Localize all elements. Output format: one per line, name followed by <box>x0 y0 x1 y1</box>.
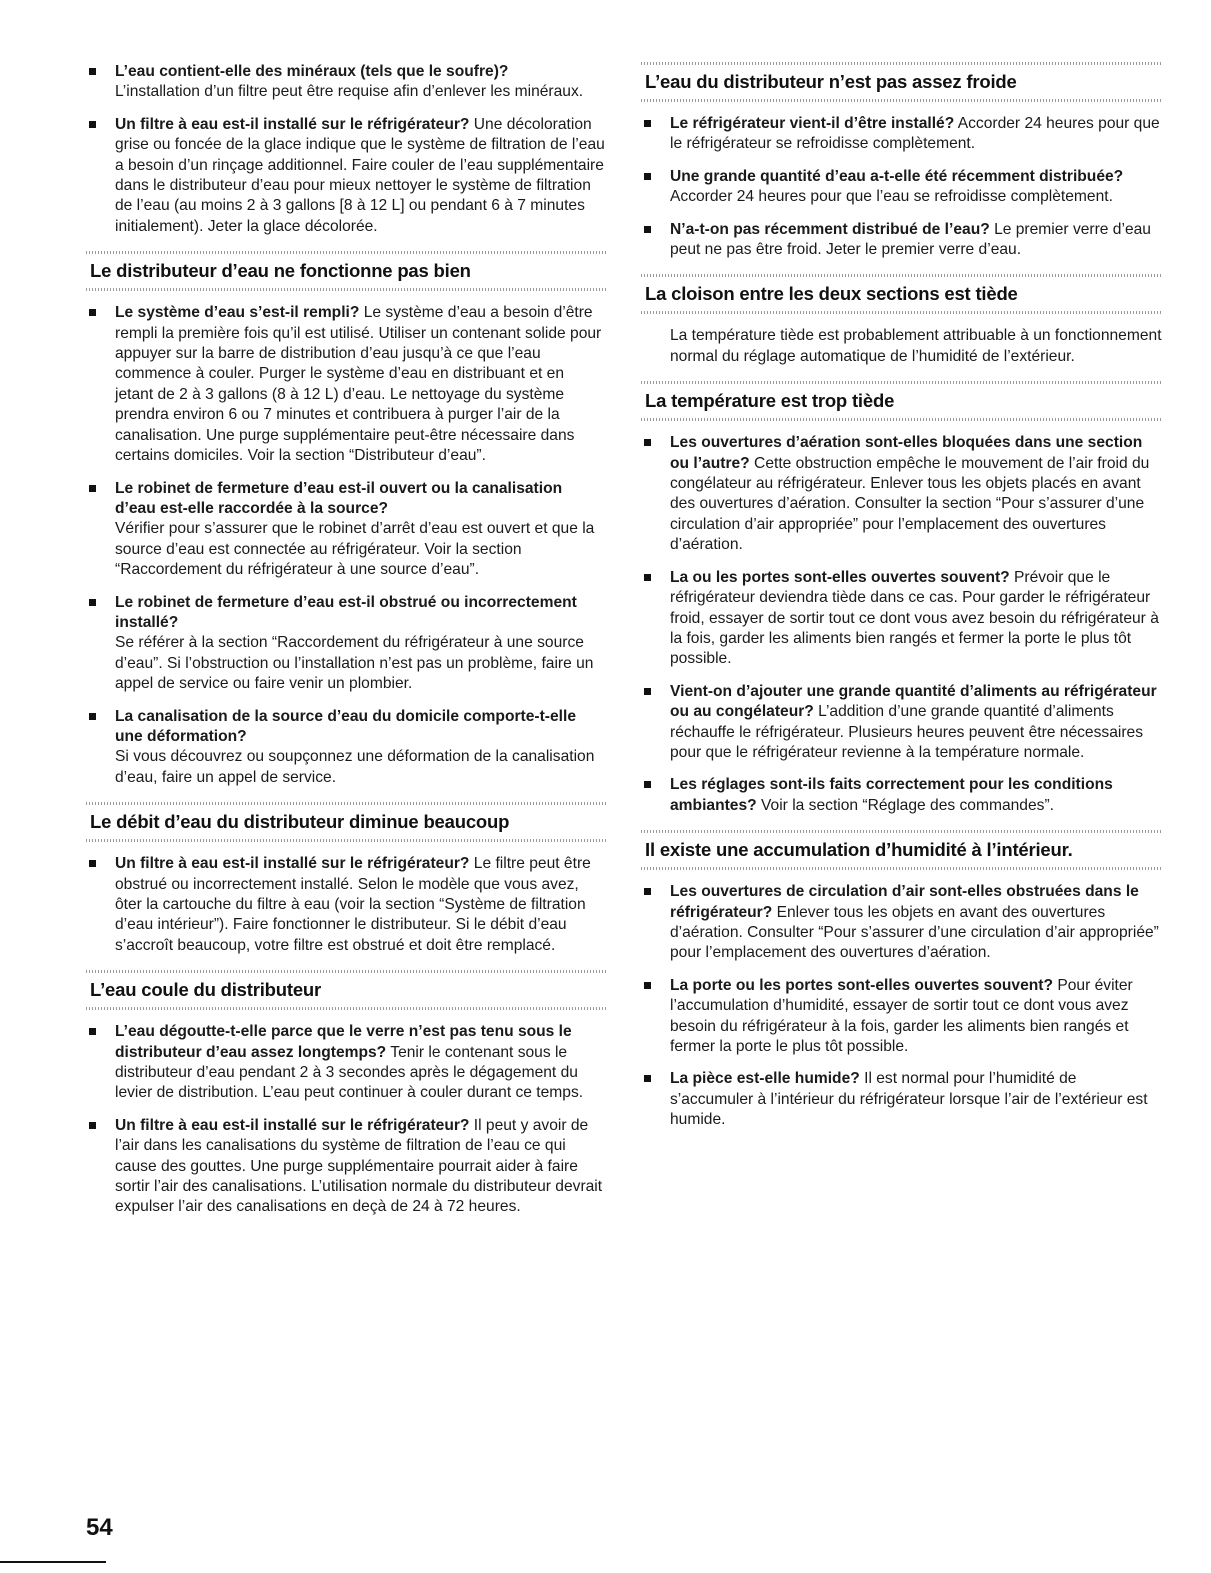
list-item <box>86 62 606 103</box>
section-header <box>86 970 606 1010</box>
section-rule-bottom <box>641 418 1163 421</box>
section-rule-bottom <box>86 288 606 291</box>
list-item <box>86 1022 606 1104</box>
list-item <box>86 854 606 956</box>
section-rule-bottom <box>641 311 1163 314</box>
question-text: La canalisation de la source d’eau du domicile comporte-t-elle une déformation? <box>115 707 576 745</box>
bullet-icon <box>644 781 651 788</box>
list-item <box>86 1116 606 1218</box>
bullet-icon <box>89 1028 96 1035</box>
answer-text: Accorder 24 heures pour que le réfrigérateur se refroidisse complètement. <box>670 115 1160 153</box>
bullet-icon <box>644 120 651 127</box>
left-column <box>86 62 606 1230</box>
list-item <box>641 220 1163 261</box>
bullet-icon <box>89 121 96 128</box>
question-text: Le réfrigérateur vient-il d’être installé? <box>670 115 955 132</box>
answer-text: Vérifier pour s’assurer que le robinet d’arrêt d’eau est ouvert et que la source d’eau est connectée au réfrigérateur. Voir la section “Raccordement du réfrigérateur à une source d’eau”. <box>115 520 595 579</box>
section-title: Il existe une accumulation d’humidité à l’intérieur. <box>645 839 1073 861</box>
bullet-icon <box>644 888 651 895</box>
list-item <box>641 1069 1163 1130</box>
bullet-icon <box>644 574 651 581</box>
question-text: Un filtre à eau est-il installé sur le réfrigérateur? <box>115 1116 470 1134</box>
bullet-icon <box>644 439 651 446</box>
paragraph-text: La température tiède est probablement attribuable à un fonctionnement normal du réglage automatique de l’humidité de l’extérieur. <box>670 327 1162 365</box>
footer-rule <box>0 1561 106 1563</box>
question-text: N’a-t-on pas récemment distribué de l’eau? <box>670 220 990 238</box>
answer-text: Si vous découvrez ou soupçonnez une déformation de la canalisation d’eau, faire un appel de service. <box>115 748 595 786</box>
question-text: La ou les portes sont-elles ouvertes souvent? <box>670 568 1010 586</box>
bullet-icon <box>644 688 651 695</box>
section-header <box>641 381 1163 421</box>
bullet-icon <box>644 173 651 180</box>
list-item <box>641 775 1163 816</box>
question-text: Les ouvertures de circulation d’air sont-elles obstruées dans le réfrigérateur? <box>670 883 1139 921</box>
question-text: L’eau dégoutte-t-elle parce que le verre n’est pas tenu sous le distributeur d’eau assez longtemps? <box>115 1023 572 1061</box>
section-rule-bottom <box>86 1007 606 1010</box>
list-item <box>86 115 606 237</box>
answer-text: Il est normal pour l’humidité de s’accumuler à l’intérieur du réfrigérateur lorsque l’air de l’extérieur est humide. <box>670 1070 1148 1129</box>
list-item <box>86 303 606 466</box>
answer-text: Cette obstruction empêche le mouvement de l’air froid du congélateur au réfrigérateur. Enlever tous les objets placés en avant des ouvertures d’aération. Consulter la section “Pour s’assurer d’une circulation d’air appropriée” pour l’emplacement des ouvertures d’aération. <box>670 454 1150 554</box>
answer-text: Il peut y avoir de l’air dans les canalisations du système de filtration de l’eau ce qui cause des gouttes. Une purge supplémentaire pourrait aider à faire sortir l’air des canalisations. L’utilisation normale du distributeur devrait expulser l’air des canalisations en deçà de 24 à 72 heures. <box>115 1116 603 1216</box>
question-text: Un filtre à eau est-il installé sur le réfrigérateur? <box>115 855 470 873</box>
section-header <box>641 830 1163 870</box>
list-item <box>86 707 606 789</box>
question-text: La pièce est-elle humide? <box>670 1070 860 1088</box>
list-item <box>641 433 1163 555</box>
answer-text: Se référer à la section “Raccordement du réfrigérateur à une source d’eau”. Si l’obstruction ou l’installation n’est pas un problème, faire un appel de service ou faire venir un plombier. <box>115 634 594 693</box>
answer-text: L’installation d’un filtre peut être requise afin d’enlever les minéraux. <box>115 83 584 101</box>
question-text: Une grande quantité d’eau a-t-elle été récemment distribuée? <box>670 167 1124 185</box>
bullet-icon <box>89 713 96 720</box>
list-item <box>641 167 1163 208</box>
answer-text: Le premier verre d’eau peut ne pas être froid. Jeter le premier verre d’eau. <box>670 220 1151 259</box>
bullet-icon <box>644 226 651 233</box>
bullet-icon <box>644 982 651 989</box>
bullet-icon <box>89 68 96 75</box>
list-item <box>641 882 1163 964</box>
question-text: Le robinet de fermeture d’eau est-il obstrué ou incorrectement installé? <box>115 593 577 631</box>
section-title: Le débit d’eau du distributeur diminue beaucoup <box>90 811 510 833</box>
list-item <box>86 593 606 695</box>
list-item <box>641 976 1163 1058</box>
section-header <box>86 802 606 842</box>
question-text: La porte ou les portes sont-elles ouvertes souvent? <box>670 976 1053 994</box>
answer-text: Voir la section “Réglage des commandes”. <box>756 796 1054 814</box>
section-header <box>641 274 1163 314</box>
section-title: La cloison entre les deux sections est tiède <box>645 283 1018 305</box>
bullet-icon <box>89 599 96 606</box>
answer-text: Pour éviter l’accumulation d’humidité, essayer de sortir tout ce dont vous avez besoin du réfrigérateur à la fois, garder les aliments bien rangés et fermer la porte le plus tôt possible. <box>670 976 1133 1055</box>
section-rule-bottom <box>86 839 606 842</box>
answer-text: Une décoloration grise ou foncée de la glace indique que le système de filtration de l’eau a besoin d’un rinçage additionnel. Faire couler de l’eau supplémentaire dans le distributeur d’eau pour mieux nettoyer le système de filtration de l’eau (au moins 2 à 3 gallons [8 à 12 L] ou pendant 6 à 7 minutes initialement). Jeter la glace décolorée. <box>115 115 605 235</box>
bullet-icon <box>89 860 96 867</box>
list-item <box>641 114 1163 155</box>
question-text: Le robinet de fermeture d’eau est-il ouvert ou la canalisation d’eau est-elle raccordée à la source? <box>115 479 563 517</box>
page-number: 54 <box>86 1514 113 1541</box>
question-text: Les réglages sont-ils faits correctement pour les conditions ambiantes? <box>670 776 1113 814</box>
bullet-icon <box>89 485 96 492</box>
section-header <box>641 62 1163 102</box>
list-item <box>86 479 606 581</box>
answer-text: Prévoir que le réfrigérateur deviendra tiède dans ce cas. Pour garder le réfrigérateur froid, essayer de sortir tout ce dont vous avez besoin du réfrigérateur à la fois, garder les aliments bien rangés et fermer la porte le plus tôt possible. <box>670 568 1159 668</box>
question-text: Vient-on d’ajouter une grande quantité d’aliments au réfrigérateur ou au congélateur? <box>670 682 1157 721</box>
question-text: Un filtre à eau est-il installé sur le réfrigérateur? <box>115 115 470 133</box>
section-title: Le distributeur d’eau ne fonctionne pas bien <box>90 260 471 282</box>
bullet-icon <box>89 309 96 316</box>
answer-text: L’addition d’une grande quantité d’aliments réchauffe le réfrigérateur. Plusieurs heures peuvent être nécessaires pour que le réfrigérateur revienne à la température normale. <box>670 703 1143 761</box>
list-item <box>641 682 1163 764</box>
bullet-icon <box>89 1122 96 1129</box>
question-text: L’eau contient-elle des minéraux (tels que le soufre)? <box>115 63 509 80</box>
question-text: Le système d’eau s’est-il rempli? <box>115 304 360 322</box>
answer-text: Enlever tous les objets en avant des ouvertures d’aération. Consulter “Pour s’assurer d’une circulation d’air appropriée” pour l’emplacement des ouvertures d’aération. <box>670 903 1159 962</box>
answer-text: Le filtre peut être obstrué ou incorrectement installé. Selon le modèle que vous avez, ôter la cartouche du filtre à eau (voir la section “Système de filtration d’eau intérieur”). Faire fonctionner le distributeur. Si le débit d’eau s’accroît beaucoup, votre filtre est obstrué et doit être remplacé. <box>115 855 591 954</box>
right-column <box>641 62 1163 1143</box>
answer-text: Tenir le contenant sous le distributeur d’eau pendant 2 à 3 secondes après le dégagement du levier de distribution. L’eau peut continuer à couler durant ce temps. <box>115 1043 584 1102</box>
question-text: Les ouvertures d’aération sont-elles bloquées dans une section ou l’autre? <box>670 434 1143 472</box>
bullet-icon <box>644 1075 651 1082</box>
list-item <box>641 568 1163 670</box>
section-rule-bottom <box>641 867 1163 870</box>
answer-text: Le système d’eau a besoin d’être rempli la première fois qu’il est utilisé. Utiliser un contenant solide pour appuyer sur la barre de distribution d’eau jusqu’à ce que l’eau commence à couler. Purger le système d’eau en distribuant et en jetant de 2 à 3 gallons (8 à 12 L) d’eau. Le nettoyage du système prendra environ 6 ou 7 minutes et contribuera à purger l’air de la canalisation. Une purge supplémentaire peut-être nécessaire dans certains domiciles. Voir la section “Distributeur d’eau”. <box>115 304 602 465</box>
section-header <box>86 251 606 291</box>
section-title: L’eau du distributeur n’est pas assez froide <box>645 71 1017 92</box>
answer-text: Accorder 24 heures pour que l’eau se refroidisse complètement. <box>670 188 1113 206</box>
section-title: La température est trop tiède <box>645 390 895 412</box>
section-title: L’eau coule du distributeur <box>90 979 322 1001</box>
section-rule-bottom <box>641 99 1163 102</box>
